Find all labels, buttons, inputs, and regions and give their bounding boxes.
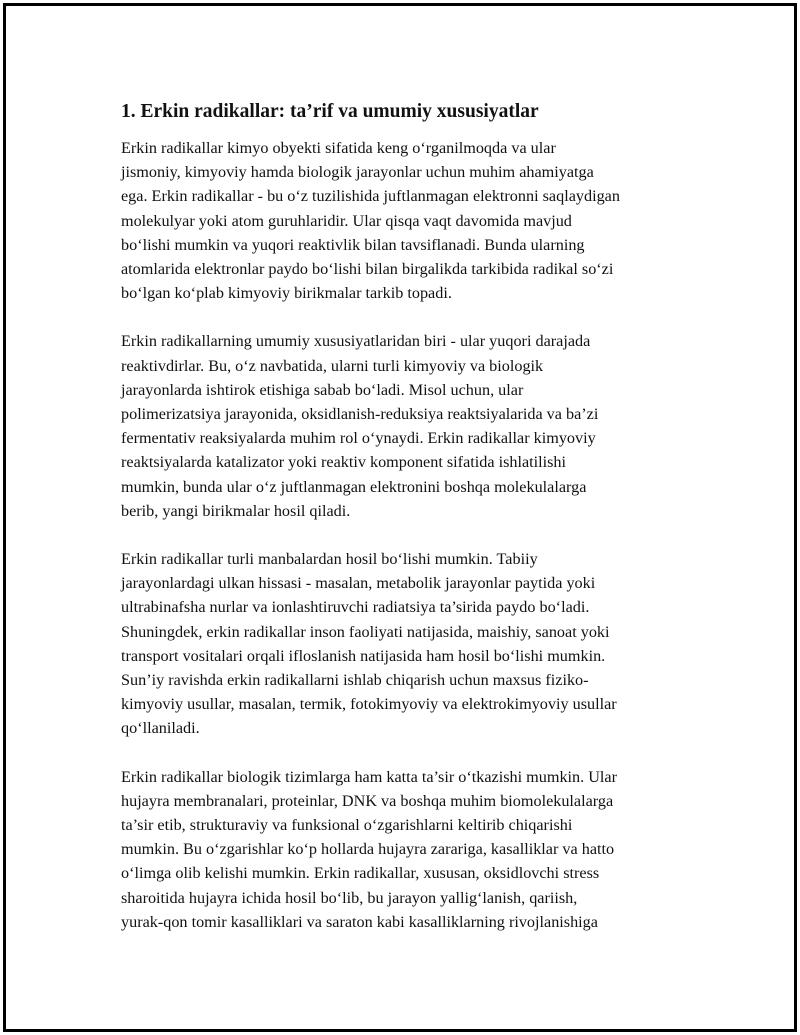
text-line: Erkin radikallar kimyo obyekti sifatida keng o‘rganilmoqda va ular — [121, 139, 556, 157]
text-line: bo‘lishi mumkin va yuqori reaktivlik bilan tavsiflanadi. Bunda ularning — [121, 235, 585, 254]
text-line: jarayonlardagi ulkan hissasi - masalan, metabolik jarayonlar paytida yoki — [121, 574, 596, 593]
text-line: atomlarida elektronlar paydo bo‘lishi bilan birgalikda tarkibida radikal so‘zi — [121, 260, 614, 279]
text-line: bo‘lgan ko‘plab kimyoviy birikmalar tarkib topadi. — [121, 284, 452, 303]
text-line: sharoitida hujayra ichida hosil bo‘lib, bu jarayon yallig‘lanish, qariish, — [121, 888, 578, 907]
text-line: ega. Erkin radikallar - bu o‘z tuzilishida juftlanmagan elektronni saqlaydigan — [121, 187, 620, 206]
text-line: reaktivdirlar. Bu, o‘z navbatida, ularni turli kimyoviy va biologik — [121, 356, 544, 375]
text-line: Erkin radikallar biologik tizimlarga ham katta ta’sir o‘tkazishi mumkin. Ular — [121, 767, 617, 786]
paragraph-3 — [121, 547, 689, 741]
text-line: mumkin. Bu o‘zgarishlar ko‘p hollarda hujayra zarariga, kasalliklar va hatto — [121, 840, 615, 859]
text-line: fermentativ reaksiyalarda muhim rol o‘ynaydi. Erkin radikallar kimyoviy — [121, 429, 596, 448]
text-line: transport vositalari orqali ifloslanish natijasida ham hosil bo‘lishi mumkin. — [121, 646, 606, 665]
page-frame — [3, 3, 797, 1032]
text-line: jarayonlarda ishtirok etishiga sabab bo‘ladi. Misol uchun, ular — [121, 380, 524, 399]
text-line: Erkin radikallar turli manbalardan hosil bo‘lishi mumkin. Tabiiy — [121, 550, 538, 569]
paragraphs-container — [121, 136, 689, 934]
text-line: kimyoviy usullar, masalan, termik, fotokimyoviy va elektrokimyoviy usullar — [121, 695, 617, 714]
text-line: mumkin, bunda ular o‘z juftlanmagan elektronini boshqa molekulalarga — [121, 477, 587, 496]
text-line: molekulyar yoki atom guruhlaridir. Ular qisqa vaqt davomida mavjud — [121, 211, 572, 230]
text-line: Shuningdek, erkin radikallar inson faoliyati natijasida, maishiy, sanoat yoki — [121, 622, 610, 641]
paragraph-2 — [121, 329, 689, 523]
text-line: Sun’iy ravishda erkin radikallarni ishlab chiqarish uchun maxsus fiziko- — [121, 671, 589, 690]
text-line: jismoniy, kimyoviy hamda biologik jarayonlar uchun muhim ahamiyatga — [121, 163, 594, 182]
text-line: ultrabinafsha nurlar va ionlashtiruvchi radiatsiya ta’sirida paydo bo‘ladi. — [121, 598, 590, 617]
text-line: hujayra membranalari, proteinlar, DNK va boshqa muhim biomolekulalarga — [121, 791, 614, 810]
text-line: reaktsiyalarda katalizator yoki reaktiv komponent sifatida ishlatilishi — [121, 453, 567, 472]
text-line: Erkin radikallarning umumiy xususiyatlaridan biri - ular yuqori darajada — [121, 332, 591, 351]
text-line: yurak-qon tomir kasalliklari va saraton kabi kasalliklarning rivojlanishiga — [121, 912, 598, 931]
document-body — [121, 98, 689, 958]
text-line: ta’sir etib, strukturaviy va funksional o‘zgarishlarni keltirib chiqarishi — [121, 816, 573, 835]
paragraph-4 — [121, 765, 689, 934]
section-heading: 1. Erkin radikallar: ta’rif va umumiy xususiyatlar — [121, 101, 539, 122]
text-line: qo‘llaniladi. — [121, 719, 200, 738]
text-line: berib, yangi birikmalar hosil qiladi. — [121, 501, 351, 520]
text-line: o‘limga olib kelishi mumkin. Erkin radikallar, xususan, oksidlovchi stress — [121, 864, 600, 883]
text-line: polimerizatsiya jarayonida, oksidlanish-reduksiya reaktsiyalarida va ba’zi — [121, 405, 599, 424]
paragraph-1 — [121, 136, 689, 305]
